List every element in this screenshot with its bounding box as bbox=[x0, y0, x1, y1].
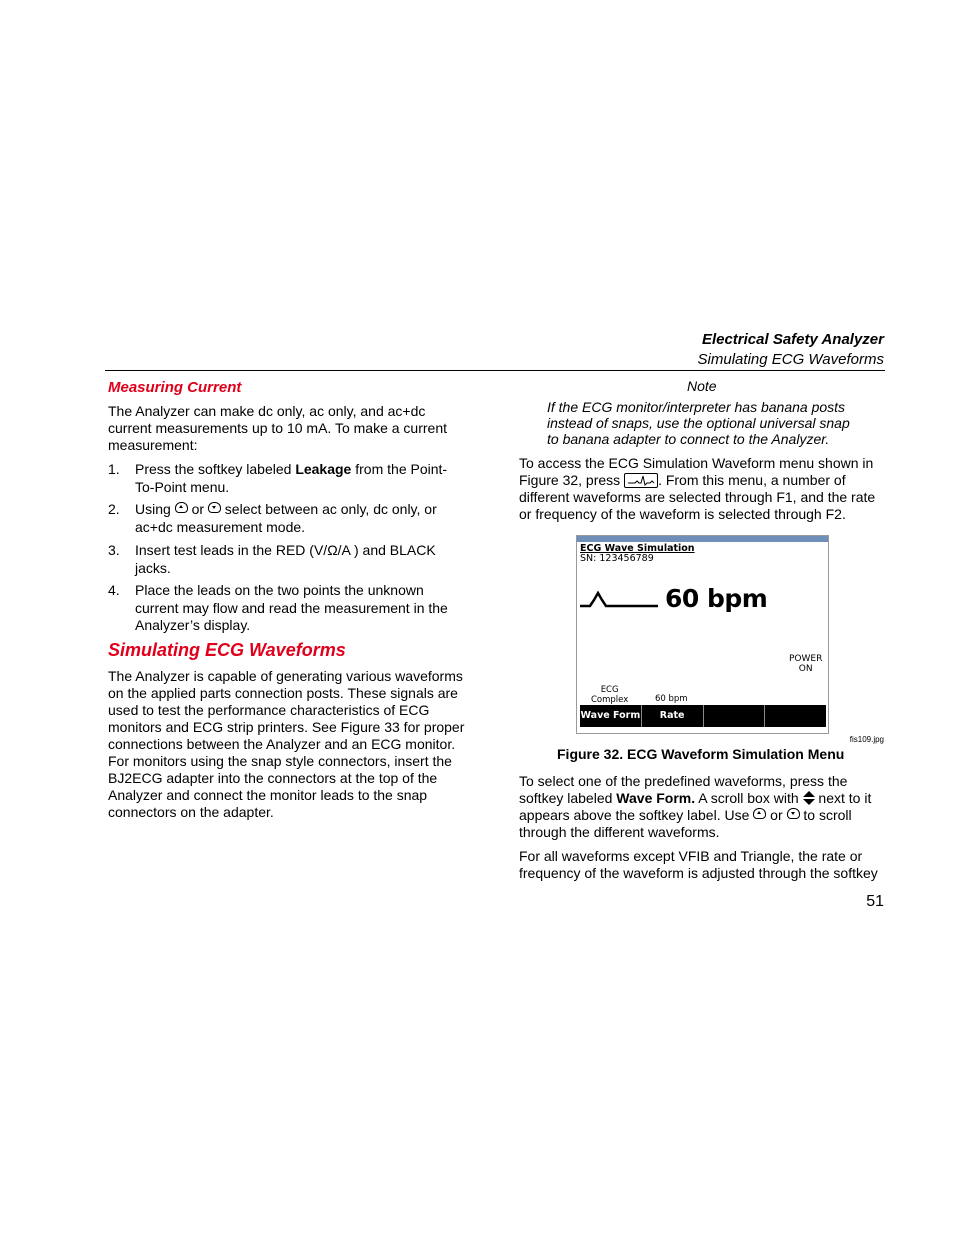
up-arrow-key-icon bbox=[175, 502, 188, 513]
softkey-f4[interactable] bbox=[765, 705, 826, 727]
step-text: Using or select between ac only, dc only, or ac+dc measurement mode. bbox=[135, 501, 437, 535]
softkey-f3[interactable] bbox=[704, 705, 766, 727]
figure-caption: Figure 32. ECG Waveform Simulation Menu bbox=[557, 746, 845, 762]
scroll-arrows-icon bbox=[803, 791, 815, 805]
ecg-key-icon bbox=[624, 473, 658, 488]
note-label: Note bbox=[687, 378, 717, 394]
step-number: 4. bbox=[108, 582, 120, 598]
screen-bpm: 60 bpm bbox=[665, 584, 768, 613]
note-text: If the ECG monitor/interpreter has banana posts instead of snaps, use the optional universal snap to banana adapter to connect to the Analyzer. bbox=[547, 399, 850, 447]
step-text: Press the softkey labeled Leakage from the Point-To-Point menu. bbox=[135, 461, 448, 495]
screen-title: ECG Wave Simulation bbox=[580, 543, 695, 554]
waveform-rate-paragraph: For all waveforms except VFIB and Triangle, the rate or frequency of the waveform is adjusted through the softkey bbox=[519, 848, 878, 881]
access-paragraph: To access the ECG Simulation Waveform menu shown in Figure 32, press . From this menu, a number of different waveforms are selected through F1, and the rate or frequency of the waveform is selected through F2. bbox=[519, 455, 876, 522]
running-header-title: Electrical Safety Analyzer bbox=[701, 331, 884, 348]
page-number: 51 bbox=[866, 893, 884, 910]
step-number: 2. bbox=[108, 501, 120, 517]
figure-file-id: fis109.jpg bbox=[849, 735, 884, 744]
softkey-wave-form[interactable]: Wave Form bbox=[580, 705, 642, 727]
down-arrow-key-icon bbox=[208, 502, 221, 513]
simulating-ecg-heading: Simulating ECG Waveforms bbox=[108, 640, 346, 660]
step-number: 1. bbox=[108, 461, 120, 477]
screen-serial: SN: 123456789 bbox=[580, 553, 654, 564]
softkey-rate[interactable]: Rate bbox=[642, 705, 704, 727]
header-rule bbox=[105, 370, 885, 371]
step-text: Insert test leads in the RED (V/Ω/A ) and BLACK jacks. bbox=[135, 542, 436, 576]
ecg-simulation-screen bbox=[576, 535, 829, 734]
up-arrow-key-icon bbox=[753, 808, 766, 819]
simulating-ecg-paragraph: The Analyzer is capable of generating various waveforms on the applied parts connection posts. These signals are used to test the performance characteristics of ECG monitors and ECG strip printers. See Figure 33 for proper connections between the Analyzer and an ECG monitor. For monitors using the snap style connectors, insert the BJ2ECG adapter into the connectors at the top of the Analyzer and connect the monitor leads to the snap connectors on the adapter. bbox=[108, 668, 465, 820]
step-text: Place the leads on the two points the unknown current may flow and read the measurement in the Analyzer’s display. bbox=[135, 582, 448, 633]
select-paragraph: To select one of the predefined waveforms, press the softkey labeled Wave Form. A scroll box with next to it appears above the softkey label. Use or to scroll through the different waveforms. bbox=[519, 773, 872, 840]
screen-power-status: POWER ON bbox=[789, 654, 823, 674]
ecg-waveform-trace bbox=[580, 586, 660, 611]
screen-titlebar bbox=[577, 536, 828, 542]
running-header-subtitle: Simulating ECG Waveforms bbox=[697, 351, 884, 368]
measuring-current-heading: Measuring Current bbox=[108, 379, 242, 396]
down-arrow-key-icon bbox=[787, 808, 800, 819]
screen-waveform-label: ECG Complex bbox=[591, 685, 629, 705]
screen-rate-label: 60 bpm bbox=[655, 694, 688, 704]
step-number: 3. bbox=[108, 542, 120, 558]
softkey-bar bbox=[580, 705, 826, 727]
measuring-current-intro: The Analyzer can make dc only, ac only, and ac+dc current measurements up to 10 mA. To make a current measurement: bbox=[108, 403, 448, 453]
